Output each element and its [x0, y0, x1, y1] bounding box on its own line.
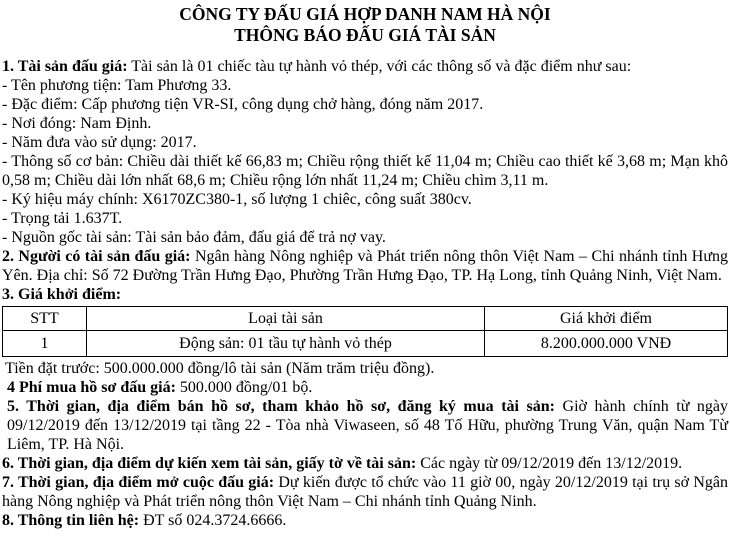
section-2-label: 2. Người có tài sản đấu giá: [2, 248, 191, 265]
table-header-asset-type: Loại tài sản [87, 307, 485, 331]
company-name: CÔNG TY ĐẤU GIÁ HỢP DANH NAM HÀ NỘI [179, 4, 551, 24]
table-header-starting-price: Giá khởi điểm [485, 307, 728, 331]
section-1-label: 1. Tài sản đấu giá: [2, 58, 128, 75]
paragraph-deposit: Tiền đặt trước: 500.000.000 đồng/lô tài sản (Năm trăm triệu đồng). [5, 360, 435, 377]
paragraph-contact: 8. Thông tin liên hệ: ĐT số 024.3724.6666. [2, 512, 287, 529]
item-tonnage: - Trọng tải 1.637T. [2, 210, 123, 227]
item-year-in-use: - Năm đưa vào sử dụng: 2017. [2, 134, 197, 151]
table-cell-stt: 1 [3, 331, 87, 357]
paragraph-asset-owner [2, 247, 728, 285]
paragraph-auction-time: 7. Thời gian, địa điểm mở cuộc đấu giá: Dự kiến được tổ chức vào 11 giờ 00, ngày 20/12/2019 tại trụ sở Ngân hàng Nông nghiệp và Phát triển nông thôn Việt Nam – Chi nhánh tỉnh Quảng Ninh. [2, 474, 729, 510]
section-6-label: 6. Thời gian, địa điểm dự kiến xem tài sản, giấy tờ về tài sản: [2, 455, 417, 472]
table-row [3, 331, 728, 357]
item-asset-origin: - Nguồn gốc tài sản: Tài sản bảo đảm, đấu giá để trả nợ vay. [2, 229, 386, 246]
table-cell-starting-price: 8.200.000.000 VNĐ [485, 331, 728, 357]
paragraph-starting-price-heading [2, 285, 728, 304]
table-cell-asset-type: Động sản: 01 tầu tự hành vỏ thép [87, 331, 485, 357]
paragraph-viewing-time: 6. Thời gian, địa điểm dự kiến xem tài sản, giấy tờ về tài sản: Các ngày từ 09/12/2019 đến 13/12/2019. [2, 455, 683, 472]
section-8-label: 8. Thông tin liên hệ: [2, 512, 140, 529]
section-7-label: 7. Thời gian, địa điểm mở cuộc đấu giá: [2, 474, 275, 491]
document-title: THÔNG BÁO ĐẤU GIÁ TÀI SẢN [234, 24, 496, 45]
item-vehicle-name: - Tên phương tiện: Tam Phương 33. [2, 77, 232, 94]
paragraph-dossier-fee: 4 Phí mua hồ sơ đấu giá: 500.000 đồng/01 bộ. [7, 379, 313, 396]
section-1-text: Tài sản là 01 chiếc tàu tự hành vỏ thép, với các thông số và đặc điểm như sau: [131, 58, 632, 75]
paragraph-registration: 5. Thời gian, địa điểm bán hồ sơ, tham khảo hồ sơ, đăng ký mua tài sản: Giờ hành chính từ ngày 09/12/2019 đến 13/12/2019 tại tầng 22 - Tòa nhà Viwaseen, số 48 Tố Hữu, phường Trung Văn, quận Nam Từ Liêm, TP. Hà Nội. [7, 398, 729, 453]
table-header-stt: STT [3, 307, 87, 331]
item-engine: - Ký hiệu máy chính: X6170ZC380-1, số lượng 1 chiêc, công suất 380cv. [2, 191, 472, 208]
section-2-text: Ngân hàng Nông nghiệp và Phát triển nông thôn Việt Nam – Chi nhánh tỉnh Hưng Yên. Địa chỉ: Số 72 Đường Trần Hưng Đạo, Phường Trần Hưng Đạo, TP. Hạ Long, tỉnh Quảng Ninh, Việt Nam. [2, 248, 729, 284]
document-header [2, 4, 728, 45]
paragraph-auction-asset [2, 57, 728, 76]
section-3-label: 3. Giá khởi điểm: [2, 286, 122, 303]
table-header-row [3, 307, 728, 331]
section-5-label: 5. Thời gian, địa điểm bán hồ sơ, tham khảo hồ sơ, đăng ký mua tài sản: [7, 398, 555, 415]
item-specifications: - Thông số cơ bản: Chiều dài thiết kế 66,83 m; Chiều rộng thiết kế 11,04 m; Chiều cao thiết kế 3,68 m; Mạn khô 0,58 m; Chiều dài lớn nhất 68,6 m; Chiều rộng lớn nhất 11,24 m; Chiều chìm 3,11 m. [2, 153, 728, 189]
section-4-label: 4 Phí mua hồ sơ đấu giá: [7, 379, 176, 396]
item-build-place: - Nơi đóng: Nam Định. [2, 115, 152, 132]
starting-price-table [2, 306, 728, 357]
item-features: - Đặc điểm: Cấp phương tiện VR-SI, công dụng chở hàng, đóng năm 2017. [2, 96, 484, 113]
